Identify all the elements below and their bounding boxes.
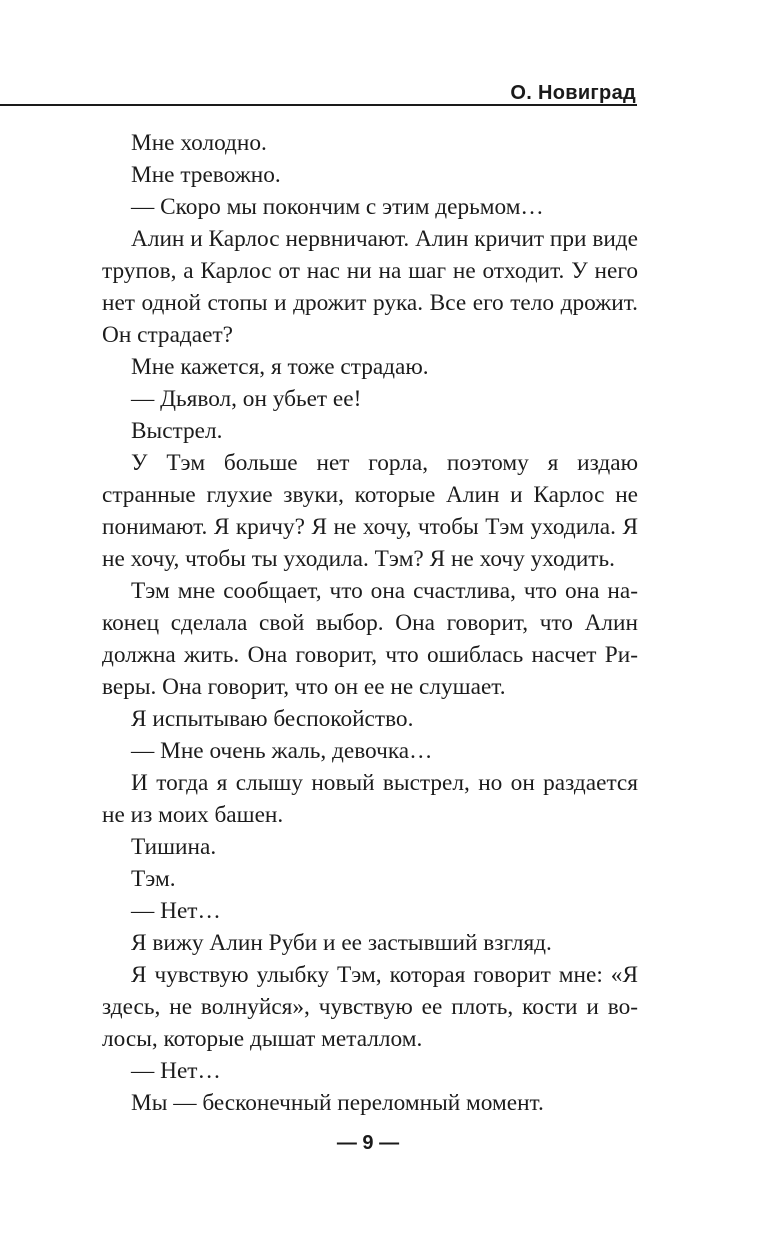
paragraph: — Мне очень жаль, девочка… — [131, 738, 433, 764]
paragraph: Мне холодно. — [131, 130, 267, 156]
paragraph: — Дьявол, он убьет ее! — [131, 386, 362, 412]
paragraph: Тэм. — [131, 866, 176, 892]
paragraph: У Тэм больше нет горла, поэтому я издаю странные глухие звуки, которые Алин и Карлос не понимают. Я кричу? Я не хочу, чтобы Тэм уходила. Я не хочу, чтобы ты уходила. Тэм? Я не хочу уходить. — [102, 450, 638, 572]
paragraph: Я испытываю беспокойство. — [131, 706, 414, 732]
running-head — [0, 0, 768, 110]
paragraph: — Нет… — [131, 1058, 221, 1084]
paragraph: Я вижу Алин Руби и ее застывший взгляд. — [131, 930, 552, 956]
paragraph: Тэм мне сообщает, что она счастлива, что она наконец сделала свой выбор. Она говорит, что Алин должна жить. Она говорит, что ошиблась насчет Риверы. Она говорит, что он ее не слушает. — [102, 578, 638, 700]
paragraph: Мы — бесконечный переломный момент. — [131, 1090, 544, 1116]
paragraph: Выстрел. — [131, 418, 223, 444]
running-title: О. Новиград — [510, 82, 636, 104]
paragraph: Тишина. — [131, 834, 217, 860]
paragraph: — Скоро мы покончим с этим дерьмом… — [131, 194, 544, 220]
page-number: — 9 — — [336, 1132, 400, 1154]
paragraph: Мне кажется, я тоже страдаю. — [131, 354, 429, 380]
paragraph: Мне тревожно. — [131, 162, 281, 188]
header-rule — [0, 104, 637, 106]
paragraph: Алин и Карлос нервничают. Алин кричит при виде трупов, а Карлос от нас ни на шаг не отходит. У него нет одной стопы и дрожит рука. Все его тело дрожит. Он страдает? — [102, 226, 638, 348]
paragraph: — Нет… — [131, 898, 221, 924]
paragraph: Я чувствую улыбку Тэм, которая говорит мне: «Я здесь, не волнуйся», чувствую ее плоть, кости и волосы, которые дышат металлом. — [102, 962, 638, 1052]
body-text — [102, 127, 638, 1119]
paragraph: И тогда я слышу новый выстрел, но он раздается не из моих башен. — [102, 770, 638, 828]
